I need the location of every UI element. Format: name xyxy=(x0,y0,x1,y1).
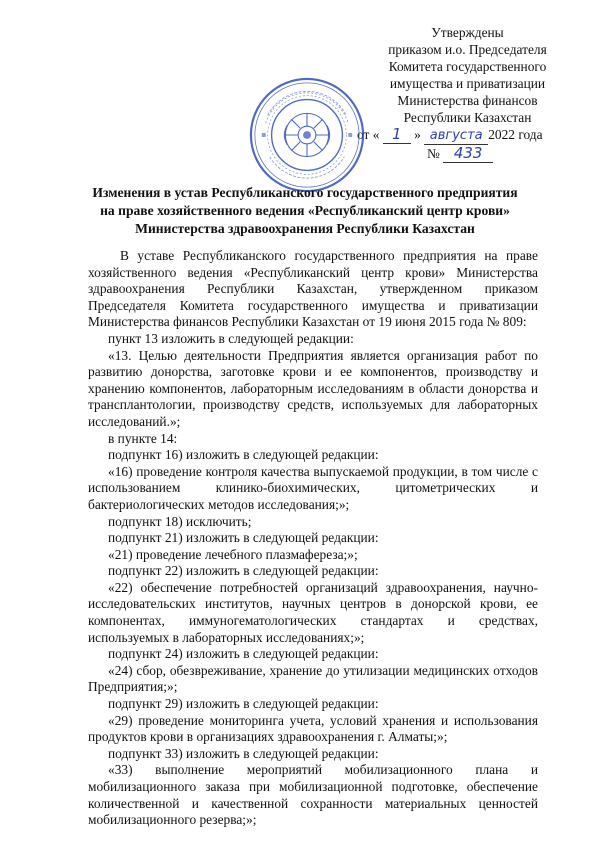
subitem-29-label: подпункт 29) изложить в следующей редакции: xyxy=(108,696,379,712)
subitem-16-text: «16) проведение контроля качества выпускаемой продукции, в том числе с использованием клинико-биохимических, цитометрических и бактериологических методов исследования;»; xyxy=(88,463,538,512)
date-prefix: от « xyxy=(357,127,380,142)
subitem-22-label: подпункт 22) изложить в следующей редакции: xyxy=(108,563,379,579)
subitem-18-label: подпункт 18) исключить; xyxy=(108,513,252,529)
title-line-1: Изменения в устав Республиканского государственного предприятия xyxy=(92,185,518,200)
approval-line-5: Министерства финансов xyxy=(397,93,538,108)
subitem-24-label: подпункт 24) изложить в следующей редакции: xyxy=(108,646,379,662)
item-13-label: пункт 13 изложить в следующей редакции: xyxy=(108,330,354,346)
title-line-2: на праве хозяйственного ведения «Республиканский центр крови» xyxy=(100,203,510,218)
date-mid: » xyxy=(414,127,421,142)
subitem-24-text: «24) сбор, обезвреживание, хранение до утилизации медицинских отходов Предприятия;»; xyxy=(88,662,538,695)
approval-line-3: Комитета государственного xyxy=(388,59,547,74)
date-month-handwritten: августа xyxy=(424,127,488,145)
approval-number xyxy=(355,145,580,163)
approval-line-6: Республики Казахстан xyxy=(403,110,532,125)
number-handwritten: 433 xyxy=(443,145,493,163)
subitem-33-text: «33) выполнение мероприятий мобилизационного плана и мобилизационного заказа при мобилизационной подготовке, обеспечение количественной и качественной сохранности материальных ценностей мобилизационного резерва;»; xyxy=(88,762,538,828)
subitem-16-label: подпункт 16) изложить в следующей редакции: xyxy=(108,447,379,463)
document-body xyxy=(88,248,538,829)
intro-paragraph: В уставе Республиканского государственного предприятия на праве хозяйственного ведения «Республиканский центр крови» Министерства здравоохранения Республики Казахстан, утвержденном приказом Председателя Комитета государственного имущества и приватизации Министерства финансов Республики Казахстан от 19 июня 2015 года № 809: xyxy=(88,248,538,330)
title-line-3: Министерства здравоохранения Республики Казахстан xyxy=(135,221,475,236)
item-14-label: в пункте 14: xyxy=(108,430,178,446)
item-13-text: «13. Целью деятельности Предприятия является организация работ по развитию донорства, заготовке крови и ее компонентов, производству и хранению компонентов, лабораторным исследованиям в области донорства и трансплантологии, производству средств, используемых для лабораторных исследований.»; xyxy=(88,347,538,429)
subitem-21-label: подпункт 21) изложить в следующей редакции: xyxy=(108,530,379,546)
approval-date xyxy=(355,126,580,145)
approval-block xyxy=(355,24,580,163)
date-day-handwritten: 1 xyxy=(383,126,411,144)
subitem-29-text: «29) проведение мониторинга учета, условий хранения и использования продуктов крови в организациях здравоохранения г. Алматы;»; xyxy=(88,712,538,745)
number-prefix: № xyxy=(427,146,440,161)
document-title xyxy=(70,184,540,238)
subitem-21-text: «21) проведение лечебного плазмафереза;»; xyxy=(108,546,358,562)
subitem-22-text: «22) обеспечение потребностей организаций здравоохранения, научно-исследовательских институтов, научных центров в донорской крови, ее компонентах, иммуногематологических стандартах и средствах, используемых в лабораторных исследованиях;»; xyxy=(88,579,538,645)
approval-line-2: приказом и.о. Председателя xyxy=(388,42,547,57)
date-year: 2022 года xyxy=(488,127,543,142)
official-seal-icon xyxy=(248,76,366,194)
approval-line-1: Утверждены xyxy=(431,25,504,40)
approval-line-4: имущества и приватизации xyxy=(389,76,546,91)
subitem-33-label: подпункт 33) изложить в следующей редакции: xyxy=(108,745,379,761)
